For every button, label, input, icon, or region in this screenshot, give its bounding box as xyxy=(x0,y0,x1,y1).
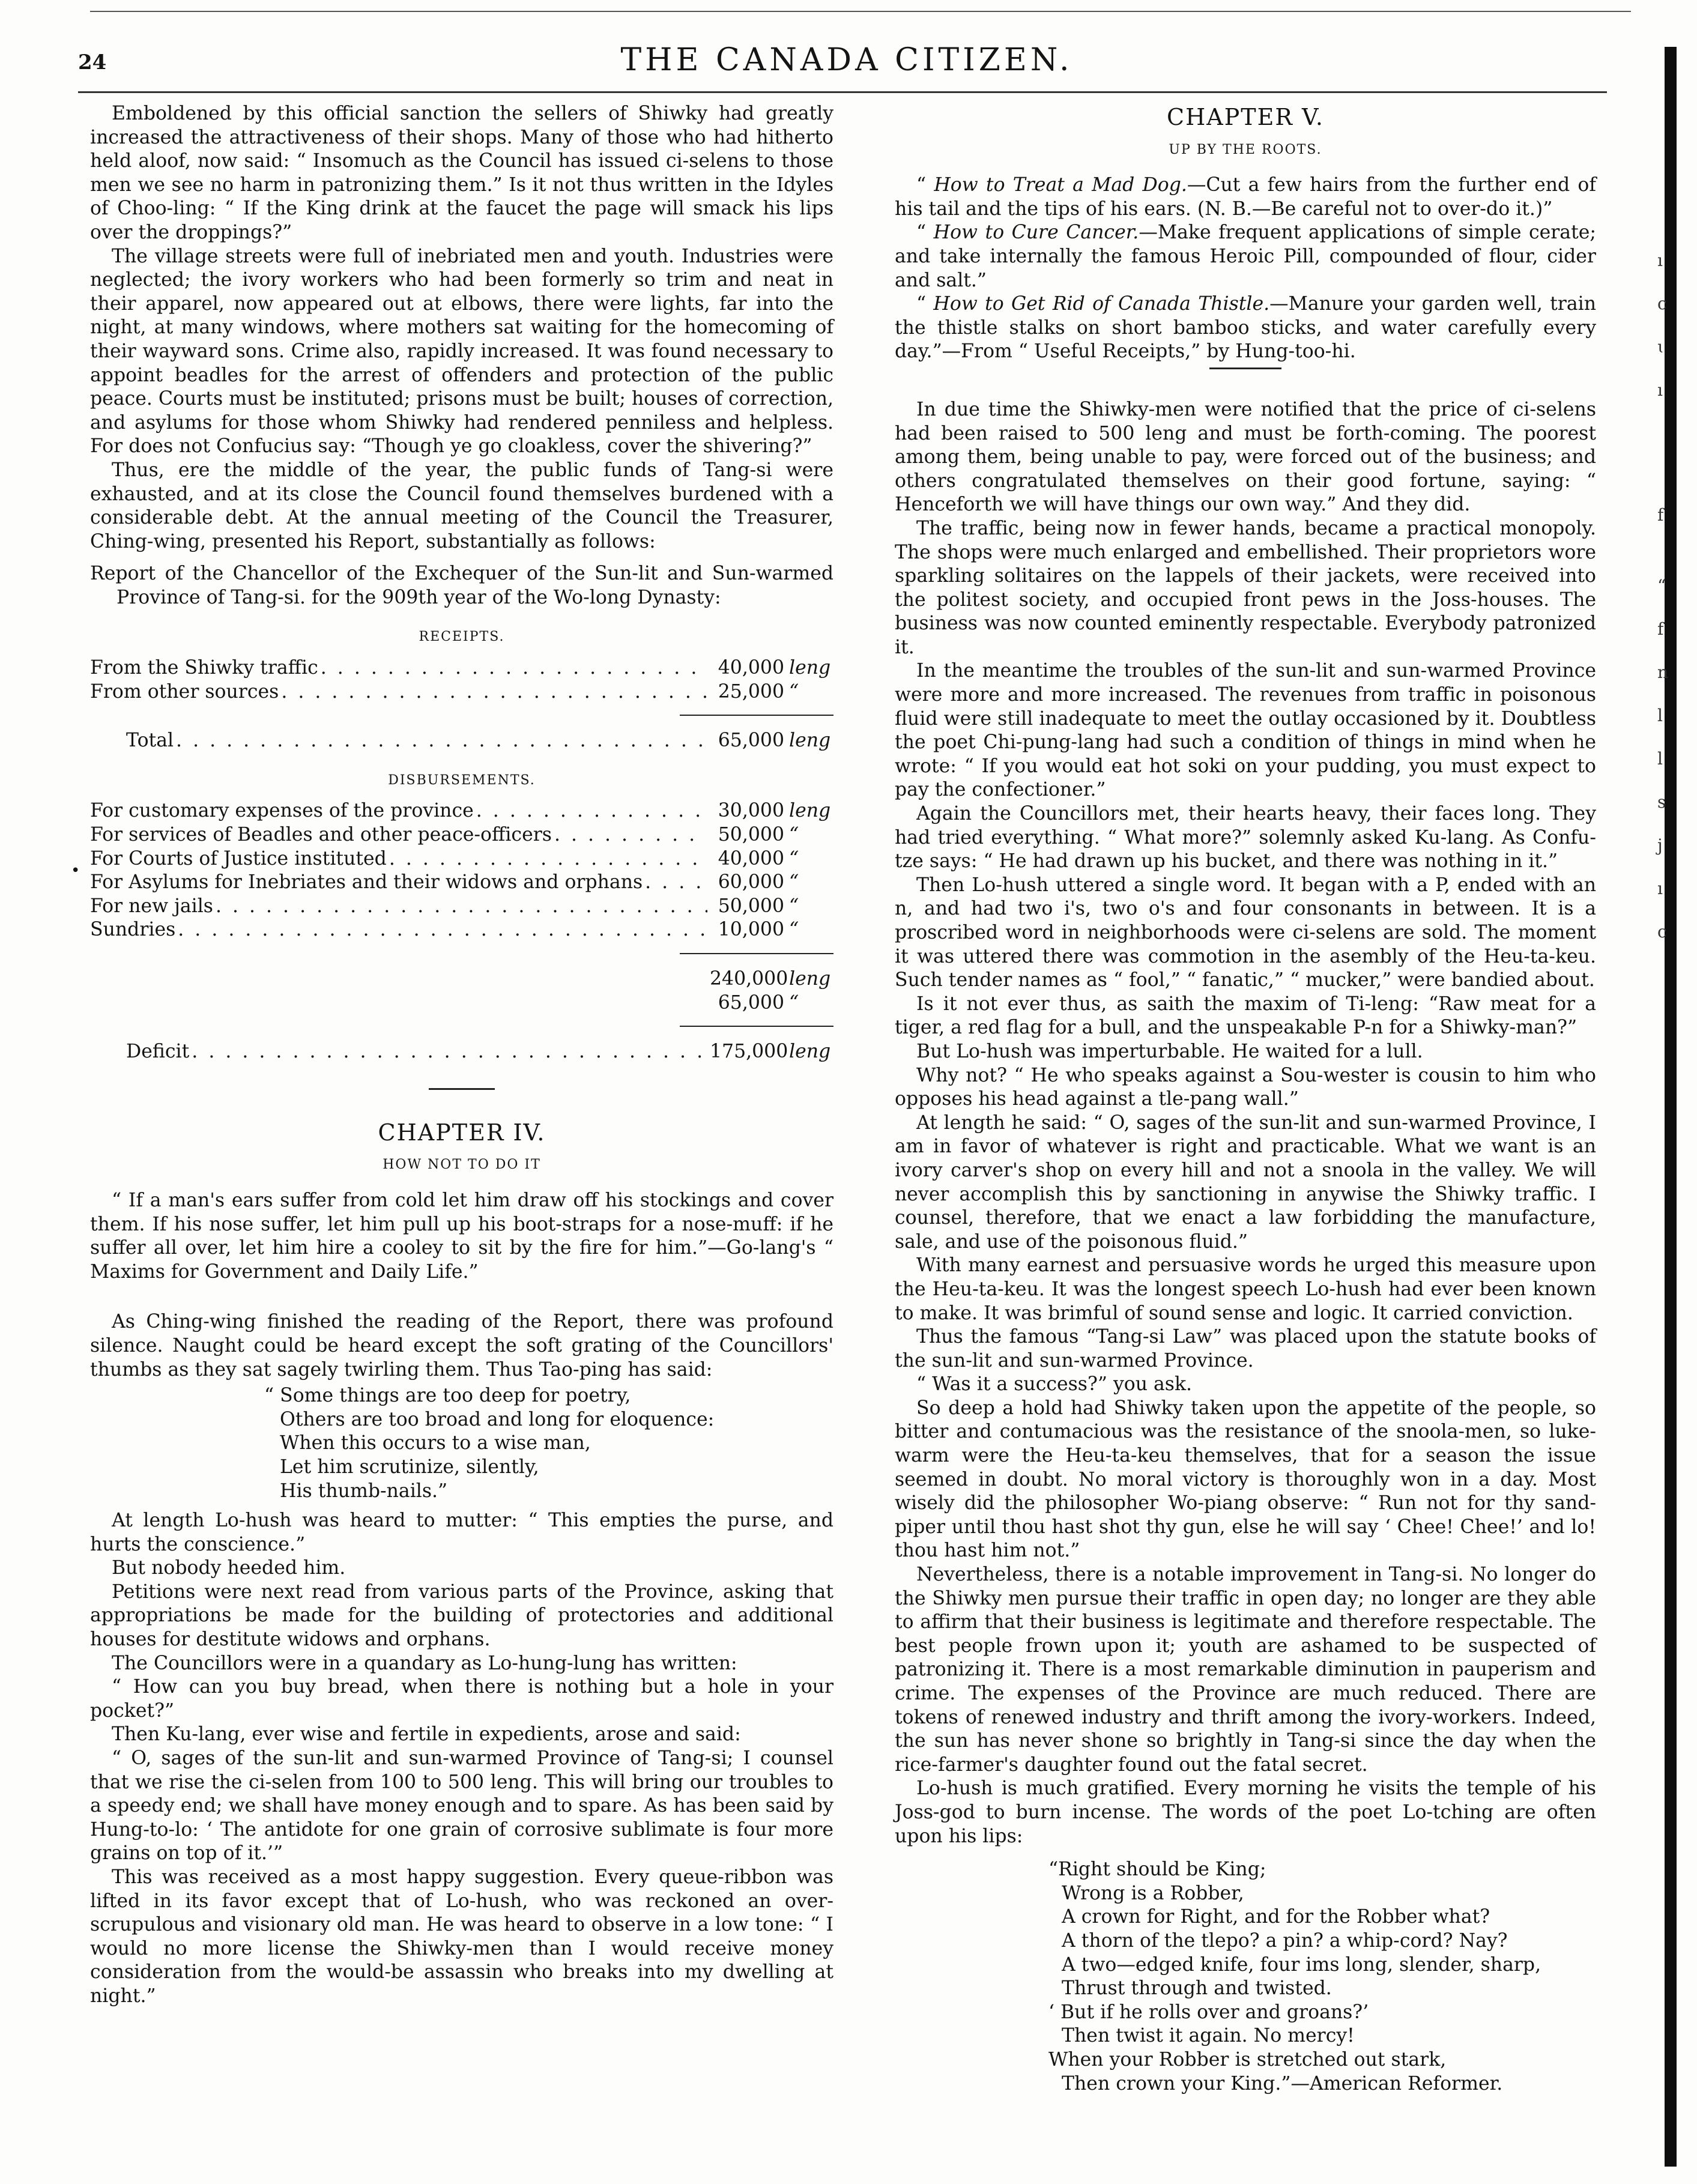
ledger-label: For Asylums for Inebriates and their widows and orphans xyxy=(90,871,643,894)
receipt-heading: How to Get Rid of Canada Thistle. xyxy=(933,293,1270,315)
verse-line: Others are too broad and long for eloquence: xyxy=(280,1408,715,1430)
paragraph: Emboldened by this official sanction the sellers of Shiwky had greatly increased the attractiveness of their shops. Many of those who had hitherto held aloof, now said: “ Insomuch as the Council has issued ci-selens to those men we see no harm in patronizing them.” Is it not thus written in the Idyles of Choo-ling: “ If the King drink at the faucet the page will smack his lips over the droppings?” xyxy=(90,103,833,243)
receipt-text: —Make frequent applications of simple cerate; and take internally the famous Heroic Pill, compounded of flour, cider and salt.” xyxy=(895,222,1597,291)
paragraph: This was received as a most happy suggestion. Every queue-ribbon was lifted in its favor except that of Lo-hush, who was reckoned an over-scrupulous and visionary old man. He was heard to observe in a low tone: “ I would no more license the Shiwky-men than I would receive money consideration from the would-be assassin who breaks into my dwelling at night.” xyxy=(90,1866,833,2007)
margin-mark: ı xyxy=(1657,879,1663,898)
ledger-label: Sundries xyxy=(90,919,176,941)
paragraph: At length Lo-hush was heard to mutter: “ This empties the purse, and hurts the conscience.” xyxy=(90,1510,833,1555)
disbursements-heading: DISBURSEMENTS. xyxy=(388,772,536,788)
ledger-amount: 40,000 xyxy=(718,657,784,679)
paragraph: In the meantime the troubles of the sun-lit and sun-warmed Province were more and more increased. The revenues from traffic in poisonous fluid were still inadequate to meet the outlay occasioned by it. Doubtless the poet Chi-pung-lang had such a condition of things in mind when he wrote: “ If you would eat hot soki on your pudding, you must expect to pay the confectioner.” xyxy=(895,660,1596,801)
ledger-label: From the Shiwky traffic xyxy=(90,657,318,679)
ledger-amount: 65,000 xyxy=(718,991,784,1014)
page-number: 24 xyxy=(78,50,107,74)
margin-mark: c xyxy=(1657,922,1667,942)
ledger-label: Total xyxy=(126,730,174,752)
receipt-epigraph: “ How to Treat a Mad Dog.—Cut a few hairs from the further end of his tail and the tips of his ears. (N. B.—Be careful not to over-do it.)” xyxy=(895,174,1596,220)
verse-line: “ Some things are too deep for poetry, xyxy=(264,1385,631,1407)
paragraph: The village streets were full of inebriated men and youth. Industries were neglected; the ivory workers who had been formerly so trim and neat in their apparel, now appeared out at elbows, there were lights, far into the night, at many windows, where mothers sat waiting for the homecoming of their wayward sons. Crime also, rapidly increased. It was found necessary to appoint beadles for the arrest of offenders and protection of the public peace. Courts must be instituted; prisons must be built; houses of correction, and asylums for those whom Shiwky had rendered penniless and helpless. For does not Confucius say: “Though ye go cloakless, cover the shivering?” xyxy=(90,245,834,458)
paragraph: “ Was it a success?” you ask. xyxy=(916,1373,1193,1396)
chapter-4-subtitle: HOW NOT TO DO IT xyxy=(383,1157,541,1173)
verse-line: Wrong is a Robber, xyxy=(1062,1882,1244,1904)
receipt-text: —Manure your garden well, train the thistle stalks on short bamboo sticks, and water carefully every day.”—From “ Useful Receipts,” by Hung-too-hi. xyxy=(895,293,1596,363)
ledger-amount: 60,000 xyxy=(718,871,784,894)
chapter-4-title: CHAPTER IV. xyxy=(378,1119,546,1146)
ledger-unit: leng xyxy=(789,730,831,752)
receipts-heading: RECEIPTS. xyxy=(419,629,505,645)
paragraph: In due time the Shiwky-men were notified that the price of ci-selens had been raised to 500 leng and must be forth-coming. The poorest among them, being unable to pay, were forced out of the business; and others congratulated themselves on their good fortune, saying: “ Henceforth we will have things our own way.” And they did. xyxy=(895,398,1596,516)
verse-line: Then twist it again. No mercy! xyxy=(1062,2025,1355,2047)
paragraph: With many earnest and persuasive words he urged this measure upon the Heu-ta-keu. It was the longest speech Lo-hush had ever been known to make. It was brimful of sound sense and logic. It carried conviction. xyxy=(895,1254,1596,1324)
ledger-unit: “ xyxy=(789,919,799,941)
left-column xyxy=(90,102,833,2009)
ledger-unit: “ xyxy=(789,680,799,703)
paragraph: Nevertheless, there is a notable improvement in Tang-si. No longer do the Shiwky men pursue their traffic in open day; no longer are they able to affirm that their business is legitimate and therefore respectable. The best people frown upon it; youth are ashamed to be suspected of patronizing it. There is a most remarkable diminution in pauperism and crime. The expenses of the Province are much reduced. There are tokens of renewed industry and thrift among the ivory-workers. Indeed, the sun has never shone so brightly in Tang-si since the day when the rice-farmer's daughter found out the fatal secret. xyxy=(895,1564,1596,1776)
ledger-amount: 65,000 xyxy=(718,730,784,752)
paragraph: The traffic, being now in fewer hands, became a practical monopoly. The shops were much enlarged and embellished. Their proprietors wore sparkling solitaires on the lappels of their jackets, were received into the politest society, and occupied front pews in the Joss-houses. The business was now counted eminently respectable. Everybody patronized it. xyxy=(895,517,1596,658)
paragraph: Thus, ere the middle of the year, the public funds of Tang-si were exhausted, and at its close the Council found themselves burdened with a considerable debt. At the annual meeting of the Council the Treasurer, Ching-wing, presented his Report, substantially as follows: xyxy=(90,459,833,552)
deficit-row xyxy=(90,1040,833,1064)
right-column xyxy=(895,102,1596,2096)
margin-mark: ı xyxy=(1657,250,1663,270)
paragraph: So deep a hold had Shiwky taken upon the appetite of the people, so bitter and contumacious was the resistance of the snoola-men, so luke-warm were the Heu-ta-keu themselves, that for a season the issue seemed in doubt. No moral victory is thoroughly won in a day. Most wisely did the philosopher Wo-piang observe: “ Run not for thy sand-piper until thou hast shot thy gun, else he will say ‘ Chee! Chee!’ and lo! thou hast him not.” xyxy=(895,1397,1596,1562)
chapter-5-subtitle: UP BY THE ROOTS. xyxy=(1169,142,1322,157)
paragraph: “ O, sages of the sun-lit and sun-warmed Province of Tang-si; I counsel that we rise the ci-selen from 100 to 500 leng. This will bring our troubles to a speedy end; we shall have money enough and to spare. As has been said by Hung-to-lo: ‘ The antidote for one grain of corrosive sublimate is four more grains on top of it.’” xyxy=(90,1747,833,1865)
ledger-amount: 50,000 xyxy=(718,895,784,917)
ledger-unit: “ xyxy=(789,871,799,894)
ledger-amount: 175,000 xyxy=(710,1041,788,1063)
paragraph: But Lo-hush was imperturbable. He waited for a lull. xyxy=(916,1040,1423,1062)
verse-block xyxy=(1048,1858,1596,2096)
ledger-row xyxy=(90,656,833,680)
paragraph: Again the Councillors met, their hearts heavy, their faces long. They had tried everything. “ What more?” solemnly asked Ku-lang. As Confu-tze says: “ He had drawn up his bucket, and there was nothing in it.” xyxy=(895,803,1596,873)
ledger-label: For customary expenses of the province xyxy=(90,800,474,822)
total-row xyxy=(90,729,833,753)
margin-mark: s xyxy=(1657,792,1666,812)
paragraph: As Ching-wing finished the reading of the Report, there was profound silence. Naught could be heard except the soft grating of the Councillors' thumbs as they sat sagely twirling them. Thus Tao-ping has said: xyxy=(90,1311,833,1381)
paragraph: Thus the famous “Tang-si Law” was placed upon the statute books of the sun-lit and sun-warmed Province. xyxy=(895,1326,1596,1372)
paragraph: “ How can you buy bread, when there is nothing but a hole in your pocket?” xyxy=(90,1676,833,1722)
ledger-row xyxy=(90,895,833,919)
ledger-row xyxy=(90,680,833,704)
verse-line: When this occurs to a wise man, xyxy=(280,1432,591,1454)
ledger-unit: “ xyxy=(789,895,799,917)
ledger-unit: leng xyxy=(789,968,831,990)
ledger-unit: leng xyxy=(789,800,831,822)
margin-mark: n xyxy=(1657,662,1669,682)
section-divider xyxy=(429,1088,495,1090)
verse-line: A crown for Right, and for the Robber what? xyxy=(1062,1906,1490,1928)
ledger-label: For new jails xyxy=(90,895,213,917)
subtotal-row xyxy=(90,967,833,991)
receipt-heading: How to Treat a Mad Dog. xyxy=(934,174,1187,196)
ledger-unit: “ xyxy=(789,847,799,870)
sum-rule xyxy=(680,953,833,954)
verse-line: A thorn of the tlepo? a pin? a whip-cord? Nay? xyxy=(1062,1929,1508,1952)
ledger-row xyxy=(90,918,833,942)
verse-line: When your Robber is stretched out stark, xyxy=(1048,2048,1447,2071)
ledger-row xyxy=(90,847,833,871)
margin-mark: ɩ xyxy=(1657,337,1664,357)
paragraph: Is it not ever thus, as saith the maxim of Ti-leng: “Raw meat for a tiger, a red flag for a bull, and the unspeakable P-n for a Shiwky-man?” xyxy=(895,993,1596,1039)
subtotal-row xyxy=(90,991,833,1015)
paragraph: Lo-hush is much gratified. Every morning he visits the temple of his Joss-god to burn incense. The words of the poet Lo-tching are often upon his lips: xyxy=(895,1777,1596,1847)
paragraph: Why not? “ He who speaks against a Sou-wester is cousin to him who opposes his head against a tle-pang wall.” xyxy=(895,1064,1596,1110)
top-rule xyxy=(90,11,1631,12)
ledger-amount: 25,000 xyxy=(718,680,784,703)
margin-mark: “ xyxy=(1657,576,1666,596)
receipts-table xyxy=(90,656,833,753)
ledger-label: Deficit xyxy=(126,1041,190,1063)
ledger-amount: 30,000 xyxy=(718,800,784,822)
verse-line: ‘ But if he rolls over and groans?’ xyxy=(1048,2001,1369,2023)
header-rule xyxy=(78,91,1607,93)
paragraph: At length he said: “ O, sages of the sun-lit and sun-warmed Province, I am in favor of whatever is right and practicable. What we want is an ivory carver's shop on every hill and not a snoola in the valley. We will never accomplish this by sanctioning in anywise the Shiwky traffic. I counsel, therefore, that we enact a law forbidding the manufacture, sale, and use of the poisonous fluid.” xyxy=(895,1112,1596,1253)
ledger-row xyxy=(90,823,833,847)
paragraph: Then Ku-lang, ever wise and fertile in expedients, arose and said: xyxy=(112,1723,741,1746)
margin-mark: l xyxy=(1657,749,1663,769)
verse-line: Then crown your King.”—American Reformer. xyxy=(1062,2072,1503,2095)
margin-mark: l xyxy=(1657,706,1663,725)
masthead-title: THE CANADA CITIZEN. xyxy=(620,42,1073,78)
receipt-text: —Cut a few hairs from the further end of his tail and the tips of his ears. (N. B.—Be careful not to over-do it.)” xyxy=(895,174,1596,220)
ledger-unit: “ xyxy=(789,991,799,1014)
ledger-row xyxy=(90,871,833,895)
verse-line: His thumb-nails.” xyxy=(280,1480,448,1502)
stray-mark-icon: • xyxy=(71,862,80,880)
verse-block xyxy=(264,1384,833,1503)
margin-mark: f xyxy=(1657,619,1664,639)
chapter-5-title: CHAPTER V. xyxy=(1167,104,1324,130)
report-title: Report of the Chancellor of the Exchequer of the Sun-lit and Sun-warmed Province of Tang-si. for the 909th year of the Wo-long Dynasty: xyxy=(90,563,833,608)
chapter-4-epigraph: “ If a man's ears suffer from cold let him draw off his stockings and cover them. If his nose suffer, let him pull up his boot-straps for a nose-muff: if he suffer all over, let him hire a cooley to sit by the fire for him.”—Go-lang's “ Maxims for Government and Daily Life.” xyxy=(90,1189,833,1283)
page-header xyxy=(78,37,1615,91)
receipt-epigraph: “ How to Get Rid of Canada Thistle.—Manure your garden well, train the thistle stalks on short bamboo sticks, and water carefully every day.”—From “ Useful Receipts,” by Hung-too-hi. xyxy=(895,293,1596,363)
receipt-epigraph: “ How to Cure Cancer.—Make frequent applications of simple cerate; and take internally the famous Heroic Pill, compounded of flour, cider and salt.” xyxy=(895,222,1597,291)
sum-rule xyxy=(680,1026,833,1027)
margin-mark: j xyxy=(1657,835,1663,855)
margin-mark: ı xyxy=(1657,380,1663,400)
ledger-amount: 10,000 xyxy=(718,919,784,941)
margin-bleed-marks xyxy=(1657,252,1672,967)
paragraph: But nobody heeded him. xyxy=(112,1557,346,1579)
paragraph: The Councillors were in a quandary as Lo-hung-lung has written: xyxy=(112,1652,737,1674)
margin-mark: f xyxy=(1657,505,1664,525)
verse-line: “Right should be King; xyxy=(1048,1859,1266,1881)
section-divider xyxy=(1209,368,1281,369)
sum-rule xyxy=(680,715,833,716)
ledger-amount: 240,000 xyxy=(710,968,788,990)
paragraph: Petitions were next read from various parts of the Province, asking that appropriations be made for the building of protectories and additional houses for destitute widows and orphans. xyxy=(90,1581,833,1651)
disbursements-table xyxy=(90,799,833,1063)
ledger-unit: “ xyxy=(789,824,799,846)
margin-mark: c xyxy=(1657,294,1667,313)
paragraph: Then Lo-hush uttered a single word. It began with a P, ended with an n, and had two i's, two o's and four consonants in between. It is a proscribed word in neighborhoods were ci-selens are sold. The moment it was uttered there was commotion in the asembly of the Heu-ta-keu. Such tender names as “ fool,” “ fanatic,” “ mucker,” were bandied about. xyxy=(895,874,1596,991)
ledger-amount: 40,000 xyxy=(718,847,784,870)
ledger-label: From other sources xyxy=(90,680,279,703)
receipt-heading: How to Cure Cancer. xyxy=(933,222,1139,244)
verse-line: A two—edged knife, four ims long, slender, sharp, xyxy=(1062,1953,1541,1976)
verse-line: Let him scrutinize, silently, xyxy=(280,1456,539,1478)
ledger-unit: leng xyxy=(789,1041,831,1063)
ledger-unit: leng xyxy=(789,657,831,679)
ledger-label: For Courts of Justice instituted xyxy=(90,847,387,870)
ledger-amount: 50,000 xyxy=(718,824,784,846)
ledger-row xyxy=(90,799,833,823)
verse-line: Thrust through and twisted. xyxy=(1062,1977,1332,2000)
ledger-label: For services of Beadles and other peace-officers xyxy=(90,824,552,846)
